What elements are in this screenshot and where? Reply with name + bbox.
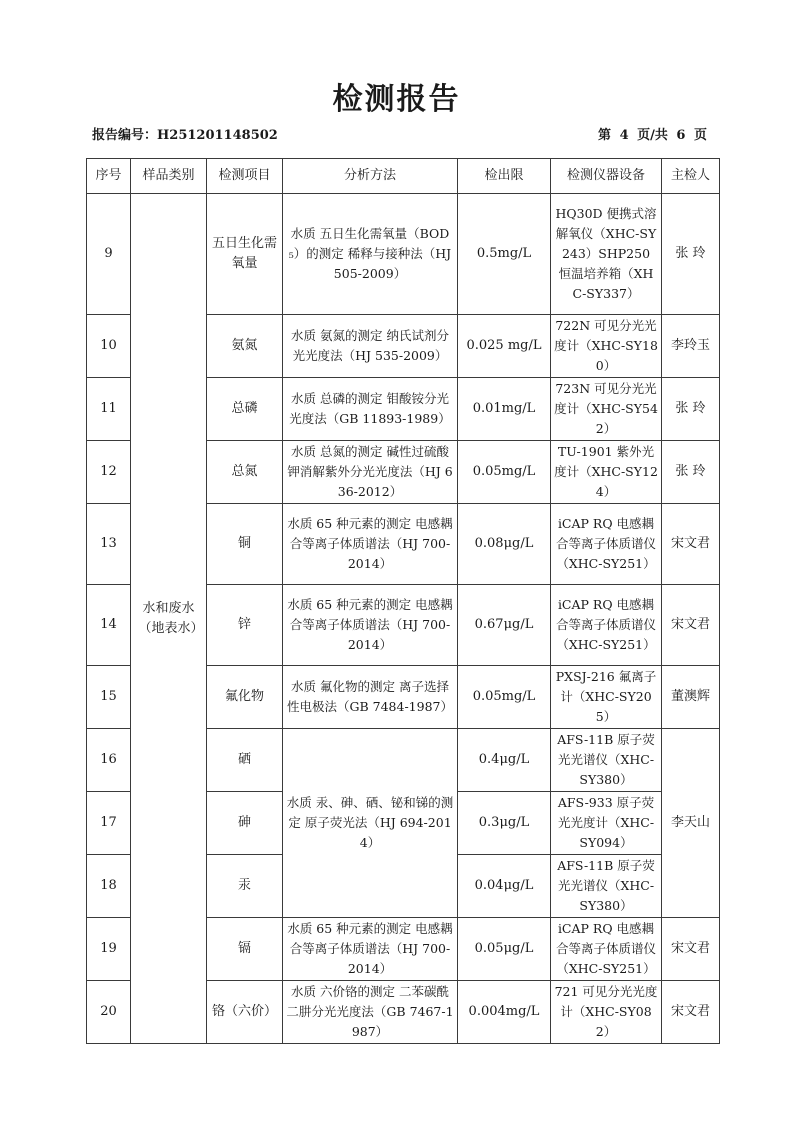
inspector: 李天山: [662, 729, 720, 918]
test-item: 镉: [207, 918, 283, 981]
test-item: 汞: [207, 855, 283, 918]
inspector: 宋文君: [662, 981, 720, 1044]
analysis-method: 水质 汞、砷、硒、铋和锑的测定 原子荧光法（HJ 694-2014）: [283, 729, 458, 918]
test-results-table: [86, 158, 720, 1044]
detection-limit: 0.05mg/L: [458, 666, 551, 729]
detection-limit: 0.08μg/L: [458, 504, 551, 585]
row-number: 11: [87, 378, 131, 441]
analysis-method: 水质 六价铬的测定 二苯碳酰二肼分光光度法（GB 7467-1987）: [283, 981, 458, 1044]
test-item: 锌: [207, 585, 283, 666]
inspector: 宋文君: [662, 504, 720, 585]
detection-limit: 0.05μg/L: [458, 918, 551, 981]
test-item: 总磷: [207, 378, 283, 441]
report-number: 报告编号：H251201148502: [92, 128, 278, 143]
detection-limit: 0.5mg/L: [458, 194, 551, 315]
detection-limit: 0.05mg/L: [458, 441, 551, 504]
test-item: 五日生化需氧量: [207, 194, 283, 315]
detection-limit: 0.3μg/L: [458, 792, 551, 855]
analysis-method: 水质 氟化物的测定 离子选择性电极法（GB 7484-1987）: [283, 666, 458, 729]
row-number: 19: [87, 918, 131, 981]
instrument: AFS-11B 原子荧光光谱仪（XHC-SY380）: [551, 855, 662, 918]
analysis-method: 水质 65 种元素的测定 电感耦合等离子体质谱法（HJ 700-2014）: [283, 585, 458, 666]
detection-limit: 0.004mg/L: [458, 981, 551, 1044]
test-item: 砷: [207, 792, 283, 855]
test-item: 氟化物: [207, 666, 283, 729]
instrument: iCAP RQ 电感耦合等离子体质谱仪（XHC-SY251）: [551, 918, 662, 981]
row-number: 10: [87, 315, 131, 378]
analysis-method: 水质 五日生化需氧量（BOD₅）的测定 稀释与接种法（HJ 505-2009）: [283, 194, 458, 315]
row-number: 20: [87, 981, 131, 1044]
inspector: 张 玲: [662, 378, 720, 441]
inspector: 李玲玉: [662, 315, 720, 378]
inspector: 张 玲: [662, 194, 720, 315]
header-detection-limit: 检出限: [458, 159, 551, 194]
test-item: 铬（六价）: [207, 981, 283, 1044]
instrument: 722N 可见分光光度计（XHC-SY180）: [551, 315, 662, 378]
inspector: 董澳辉: [662, 666, 720, 729]
instrument: AFS-933 原子荧光光度计（XHC-SY094）: [551, 792, 662, 855]
header-test-item: 检测项目: [207, 159, 283, 194]
detection-limit: 0.4μg/L: [458, 729, 551, 792]
analysis-method: 水质 65 种元素的测定 电感耦合等离子体质谱法（HJ 700-2014）: [283, 918, 458, 981]
inspector: 宋文君: [662, 918, 720, 981]
report-title: 检测报告: [332, 82, 461, 117]
detection-limit: 0.01mg/L: [458, 378, 551, 441]
detection-limit: 0.025 mg/L: [458, 315, 551, 378]
header-no: 序号: [87, 159, 131, 194]
analysis-method: 水质 氨氮的测定 纳氏试剂分光光度法（HJ 535-2009）: [283, 315, 458, 378]
analysis-method: 水质 65 种元素的测定 电感耦合等离子体质谱法（HJ 700-2014）: [283, 504, 458, 585]
row-number: 9: [87, 194, 131, 315]
row-number: 16: [87, 729, 131, 792]
header-sample-category: 样品类别: [131, 159, 207, 194]
instrument: iCAP RQ 电感耦合等离子体质谱仪（XHC-SY251）: [551, 585, 662, 666]
instrument: AFS-11B 原子荧光光谱仪（XHC-SY380）: [551, 729, 662, 792]
inspector: 张 玲: [662, 441, 720, 504]
header-inspector: 主检人: [662, 159, 720, 194]
row-number: 15: [87, 666, 131, 729]
instrument: 721 可见分光光度计（XHC-SY082）: [551, 981, 662, 1044]
analysis-method: 水质 总磷的测定 钼酸铵分光光度法（GB 11893-1989）: [283, 378, 458, 441]
row-number: 12: [87, 441, 131, 504]
inspector: 宋文君: [662, 585, 720, 666]
instrument: HQ30D 便携式溶解氧仪（XHC-SY243）SHP250 恒温培养箱（XHC-SY337）: [551, 194, 662, 315]
detection-limit: 0.04μg/L: [458, 855, 551, 918]
sample-category: 水和废水（地表水）: [131, 194, 207, 1044]
row-number: 14: [87, 585, 131, 666]
header-method: 分析方法: [283, 159, 458, 194]
table-header-row: [87, 159, 720, 194]
row-number: 18: [87, 855, 131, 918]
page-info: 第 4 页/共 6 页: [598, 128, 707, 143]
table-row: [87, 194, 720, 315]
detection-limit: 0.67μg/L: [458, 585, 551, 666]
row-number: 13: [87, 504, 131, 585]
analysis-method: 水质 总氮的测定 碱性过硫酸钾消解紫外分光光度法（HJ 636-2012）: [283, 441, 458, 504]
instrument: iCAP RQ 电感耦合等离子体质谱仪（XHC-SY251）: [551, 504, 662, 585]
instrument: PXSJ-216 氟离子计（XHC-SY205）: [551, 666, 662, 729]
header-instrument: 检测仪器设备: [551, 159, 662, 194]
test-item: 铜: [207, 504, 283, 585]
instrument: TU-1901 紫外光度计（XHC-SY124）: [551, 441, 662, 504]
test-item: 硒: [207, 729, 283, 792]
instrument: 723N 可见分光光度计（XHC-SY542）: [551, 378, 662, 441]
test-item: 氨氮: [207, 315, 283, 378]
row-number: 17: [87, 792, 131, 855]
test-item: 总氮: [207, 441, 283, 504]
